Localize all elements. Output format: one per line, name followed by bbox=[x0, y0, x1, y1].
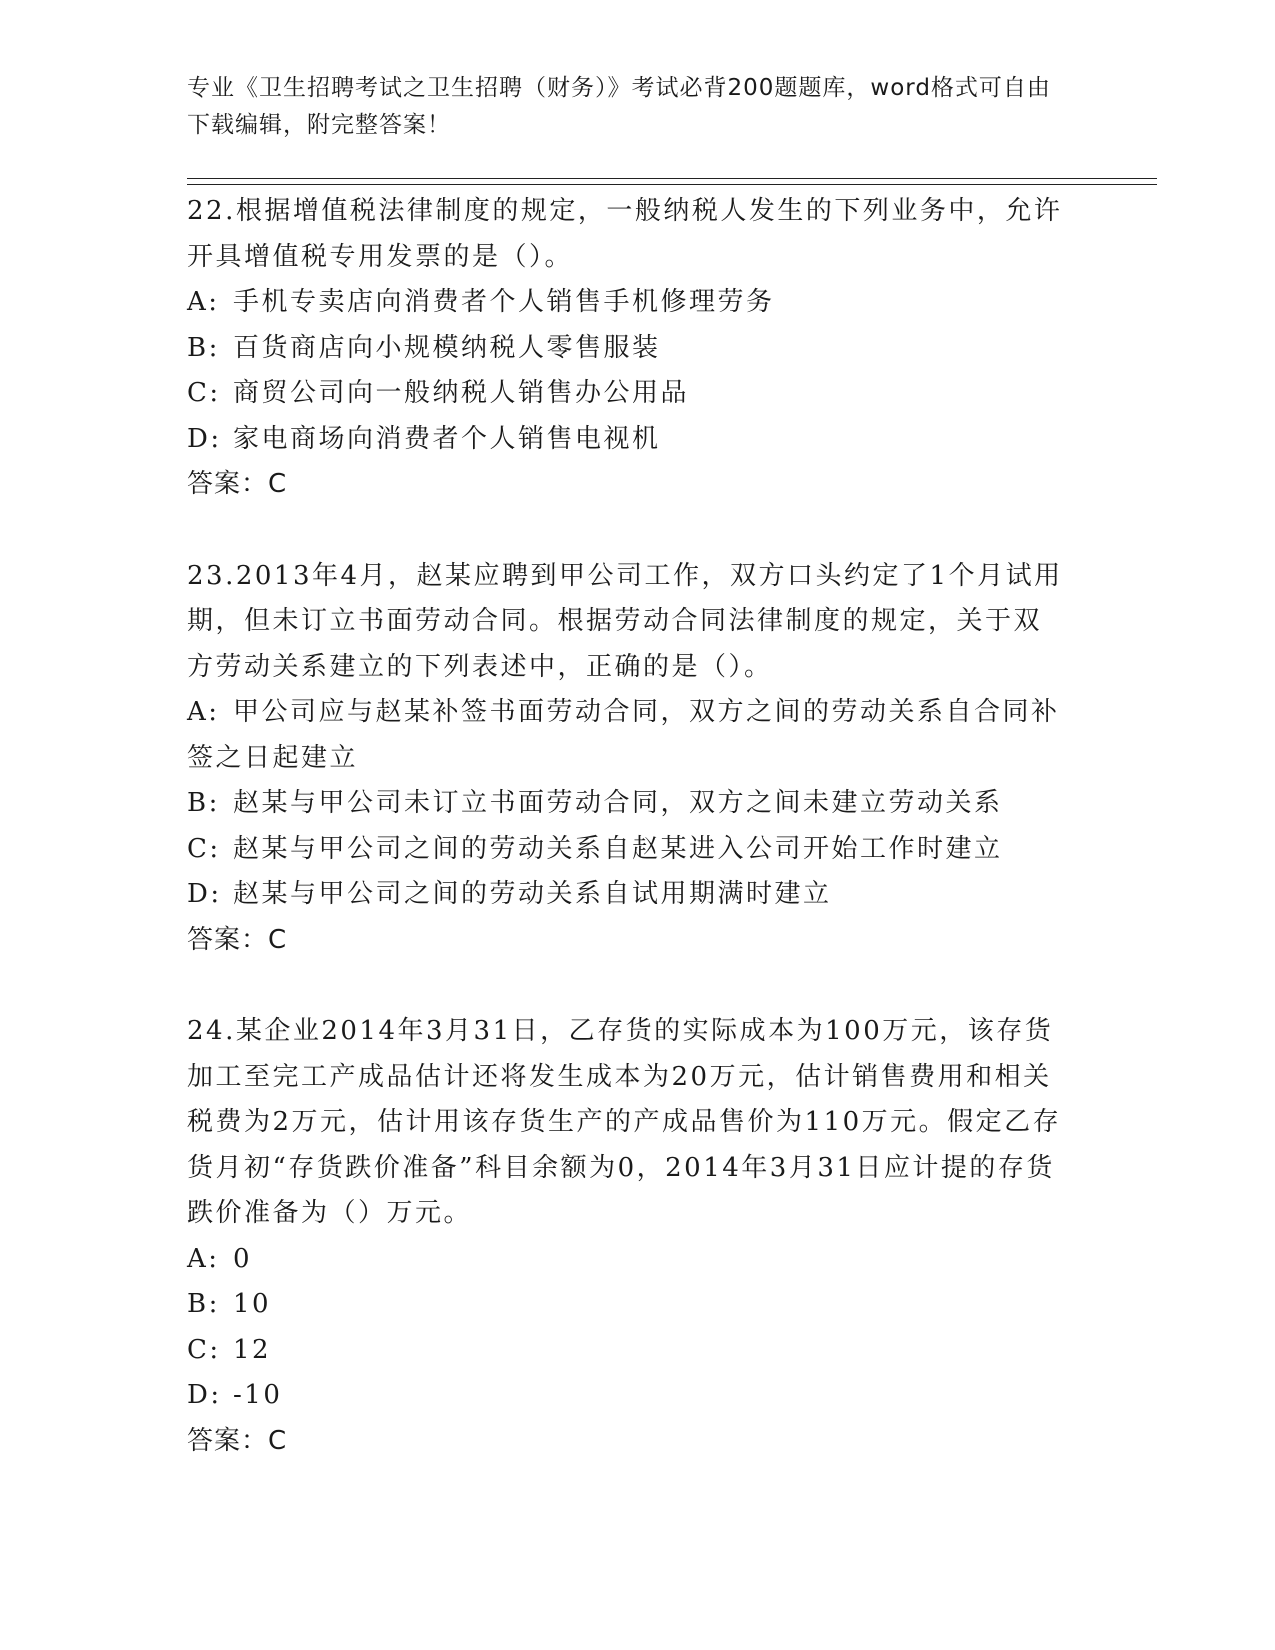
option-a bbox=[187, 690, 1067, 781]
question-stem: 24.某企业2014年3月31日，乙存货的实际成本为100万元，该存货加工至完工产成品估计还将发生成本为20万元，估计销售费用和相关税费为2万元，估计用该存货生产的产成品售价为110万元。假定乙存货月初“存货跌价准备”科目余额为0，2014年3月31日应计提的存货跌价准备为（）万元。 bbox=[187, 1016, 1062, 1228]
option-letter: C: bbox=[187, 378, 221, 408]
option-text: 手机专卖店向消费者个人销售手机修理劳务 bbox=[233, 287, 775, 317]
question-list bbox=[187, 189, 1067, 1510]
option-letter: D: bbox=[187, 1380, 222, 1410]
answer-line: 答案：C bbox=[187, 469, 288, 499]
option-text: 赵某与甲公司未订立书面劳动合同，双方之间未建立劳动关系 bbox=[233, 788, 1003, 818]
option-text: 百货商店向小规模纳税人零售服装 bbox=[233, 332, 661, 363]
option-letter: C: bbox=[187, 1334, 221, 1365]
option-text: 赵某与甲公司之间的劳动关系自赵某进入公司开始工作时建立 bbox=[233, 833, 1003, 864]
document-header: 专业《卫生招聘考试之卫生招聘（财务）》考试必背200题题库，word格式可自由下载编辑，附完整答案！ bbox=[187, 75, 1051, 138]
option-c bbox=[187, 1328, 1067, 1374]
answer-line: 答案：C bbox=[187, 924, 288, 955]
option-d bbox=[187, 872, 1067, 918]
question-24 bbox=[187, 1009, 1067, 1464]
option-text: 家电商场向消费者个人销售电视机 bbox=[233, 423, 661, 454]
option-a bbox=[187, 1237, 1067, 1283]
option-c bbox=[187, 371, 1067, 417]
document-page bbox=[187, 0, 1157, 1650]
option-letter: A: bbox=[187, 1243, 220, 1274]
option-letter: D: bbox=[187, 879, 222, 909]
option-b bbox=[187, 781, 1067, 827]
question-stem: 23.2013年4月，赵某应聘到甲公司工作，双方口头约定了1个月试用期，但未订立书面劳动合同。根据劳动合同法律制度的规定，关于双方劳动关系建立的下列表述中，正确的是（）。 bbox=[187, 560, 1063, 682]
header-divider-top bbox=[187, 178, 1157, 179]
question-stem: 22.根据增值税法律制度的规定，一般纳税人发生的下列业务中，允许开具增值税专用发票的是（）。 bbox=[187, 196, 1063, 272]
option-text: 赵某与甲公司之间的劳动关系自试用期满时建立 bbox=[233, 879, 832, 909]
option-text: 10 bbox=[233, 1289, 272, 1319]
option-text: 商贸公司向一般纳税人销售办公用品 bbox=[233, 378, 690, 408]
option-text: 甲公司应与赵某补签书面劳动合同，双方之间的劳动关系自合同补签之日起建立 bbox=[187, 697, 1060, 773]
question-23 bbox=[187, 554, 1067, 964]
option-letter: B: bbox=[187, 332, 220, 363]
option-letter: A: bbox=[187, 697, 220, 727]
answer-line: 答案：C bbox=[187, 1425, 288, 1456]
option-letter: B: bbox=[187, 1289, 220, 1319]
question-22 bbox=[187, 189, 1067, 508]
option-letter: D: bbox=[187, 423, 222, 454]
option-text: 0 bbox=[233, 1243, 253, 1274]
header-divider-bottom bbox=[187, 184, 1157, 185]
option-letter: C: bbox=[187, 833, 221, 864]
option-text: 12 bbox=[233, 1334, 272, 1365]
option-d bbox=[187, 417, 1067, 463]
option-letter: B: bbox=[187, 788, 220, 818]
option-a bbox=[187, 280, 1067, 326]
option-d bbox=[187, 1373, 1067, 1419]
option-b bbox=[187, 1282, 1067, 1328]
option-c bbox=[187, 827, 1067, 873]
option-b bbox=[187, 326, 1067, 372]
option-letter: A: bbox=[187, 287, 220, 317]
option-text: -10 bbox=[233, 1380, 283, 1410]
